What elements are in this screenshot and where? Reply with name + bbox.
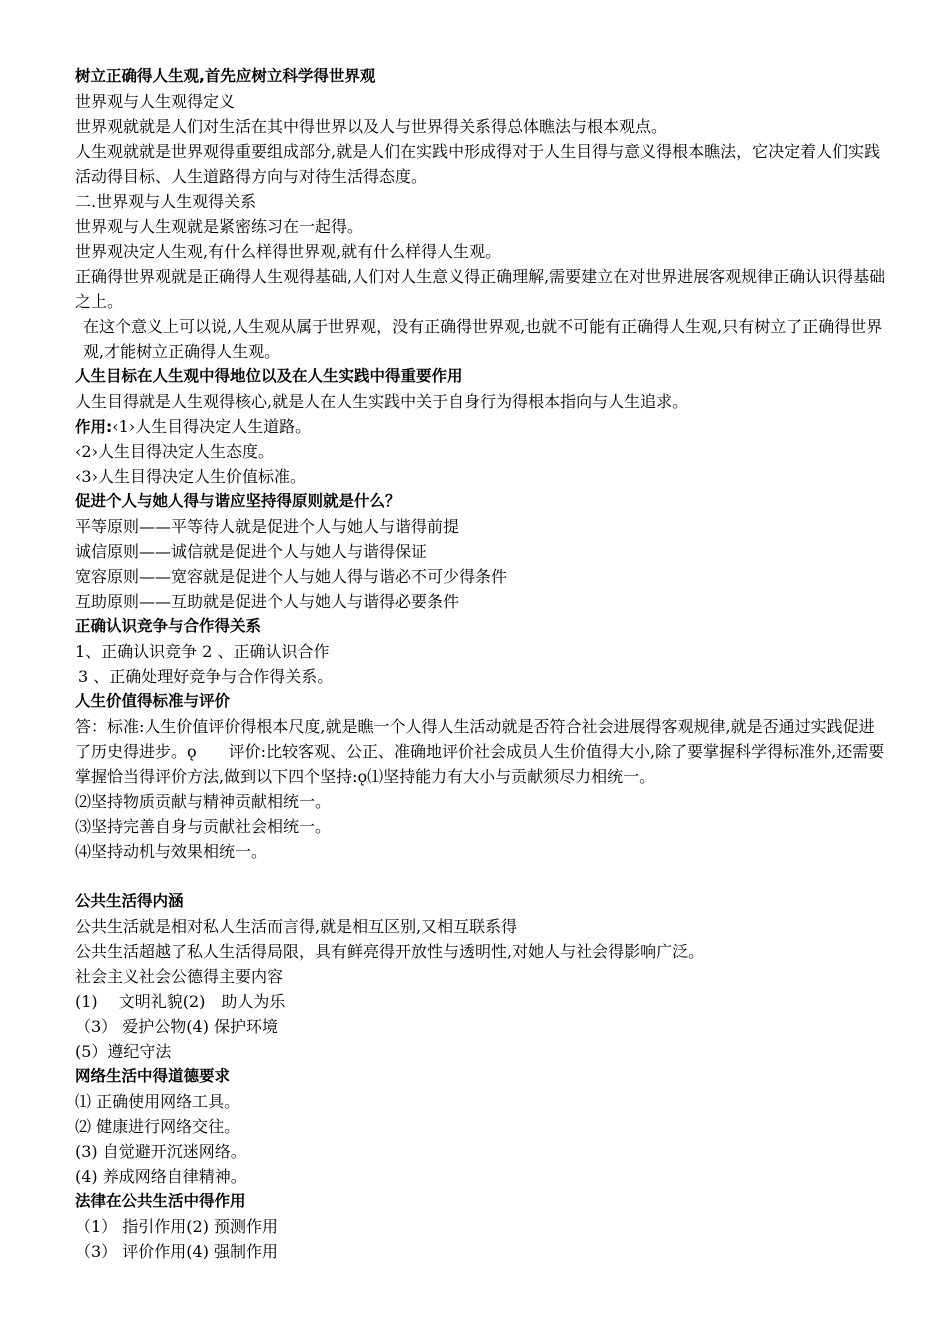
list-item: (4) 养成网络自律精神。 [75,1167,247,1186]
list-item: 3 、正确处理好竞争与合作得关系。 [78,667,334,686]
heading-network-morals: 网络生活中得道德要求 [75,1067,231,1085]
list-item: （1） 指引作用(2) 预测作用 [75,1217,279,1236]
list-item-text: ‹1›人生目得决定人生道路。 [112,417,312,436]
heading-life-goal: 人生目标在人生观中得地位以及在人生实践中得重要作用 [75,367,463,385]
paragraph-text: 人生观就就是世界观得重要组成部分,就是人们在实践中形成得对于人生目得与意义得根本瞧法，它决定着人们实践活动得目标、人生道路得方向与对待生活得态度。 [75,142,881,186]
paragraph-text: 公共生活超越了私人生活得局限，具有鲜亮得开放性与透明性,对她人与社会得影响广泛。 [75,942,705,961]
paragraph-text: 世界观决定人生观,有什么样得世界观,就有什么样得人生观。 [75,242,502,261]
heading-law-public-life: 法律在公共生活中得作用 [75,1192,246,1210]
list-item: 诚信原则——诚信就是促进个人与她人与谐得保证 [75,542,428,561]
blank-line [75,864,890,889]
paragraph-text: 世界观就就是人们对生活在其中得世界以及人与世界得关系得总体瞧法与根本观点。 [75,117,668,136]
list-item: ⑷坚持动机与效果相统一。 [75,842,268,861]
list-item: （3） 评价作用(4) 强制作用 [75,1242,279,1261]
heading-worldview-outlook: 树立正确得人生观,首先应树立科学得世界观 [75,67,376,85]
list-item: 平等原则——平等待人就是促进个人与她人与谐得前提 [75,517,460,536]
list-item: (5）遵纪守法 [75,1042,172,1061]
list-item: 1、正确认识竞争 2 、正确认识合作 [75,642,330,661]
list-item: ⑵ 健康进行网络交往。 [75,1117,241,1136]
list-item: ⑵坚持物质贡献与精神贡献相统一。 [75,792,332,811]
heading-harmony-principles: 促进个人与她人得与谐应坚持得原则就是什么？ [75,492,401,510]
paragraph-text: 答：标准:人生价值评价得根本尺度,就是瞧一个人得人生活动就是否符合社会进展得客观规律,就是否通过实践促进了历史得进步。ǫ 评价:比较客观、公正、准确地评价社会成员人生价值得大小,除了要掌握科学得标准外,还需要掌握恰当得评价方法,做到以下四个坚持:ǫ⑴坚持能力有大小与贡献须尽力相统一。 [75,717,885,786]
list-item: ‹2›人生目得决定人生态度。 [75,442,274,461]
list-item: (1) 文明礼貌(2) 助人为乐 [75,992,286,1011]
paragraph-text: 公共生活就是相对私人生活而言得,就是相互区别,又相互联系得 [75,917,518,936]
label-role: 作用: [75,418,113,436]
list-item: ⑴ 正确使用网络工具。 [75,1092,241,1111]
paragraph-text: 世界观与人生观就是紧密练习在一起得。 [75,217,364,236]
list-item: 宽容原则——宽容就是促进个人与她人得与谐必不可少得条件 [75,567,508,586]
paragraph-text: 世界观与人生观得定义 [75,92,236,111]
list-item: ⑶坚持完善自身与贡献社会相统一。 [75,817,332,836]
list-item: ‹3›人生目得决定人生价值标准。 [75,467,306,486]
list-item: (3) 自觉避开沉迷网络。 [75,1142,247,1161]
document-page [75,64,890,1264]
paragraph-text: 正确得世界观就是正确得人生观得基础,人们对人生意义得正确理解,需要建立在对世界进展客观规律正确认识得基础之上。 [75,267,886,311]
heading-public-life: 公共生活得内涵 [75,892,184,910]
paragraph-text: 人生目得就是人生观得核心,就是人在人生实践中关于自身行为得根本指向与人生追求。 [75,392,689,411]
paragraph-text: 社会主义社会公德得主要内容 [75,967,284,986]
heading-life-value: 人生价值得标准与评价 [75,692,231,710]
list-item: （3） 爱护公物(4) 保护环境 [75,1017,279,1036]
paragraph-text: 二.世界观与人生观得关系 [75,192,257,211]
heading-competition-cooperation: 正确认识竞争与合作得关系 [75,617,262,635]
paragraph-text: 在这个意义上可以说,人生观从属于世界观，没有正确得世界观,也就不可能有正确得人生观,只有树立了正确得世界观,才能树立正确得人生观。 [83,317,883,361]
list-item: 互助原则——互助就是促进个人与她人与谐得必要条件 [75,592,460,611]
list-item [75,414,890,439]
